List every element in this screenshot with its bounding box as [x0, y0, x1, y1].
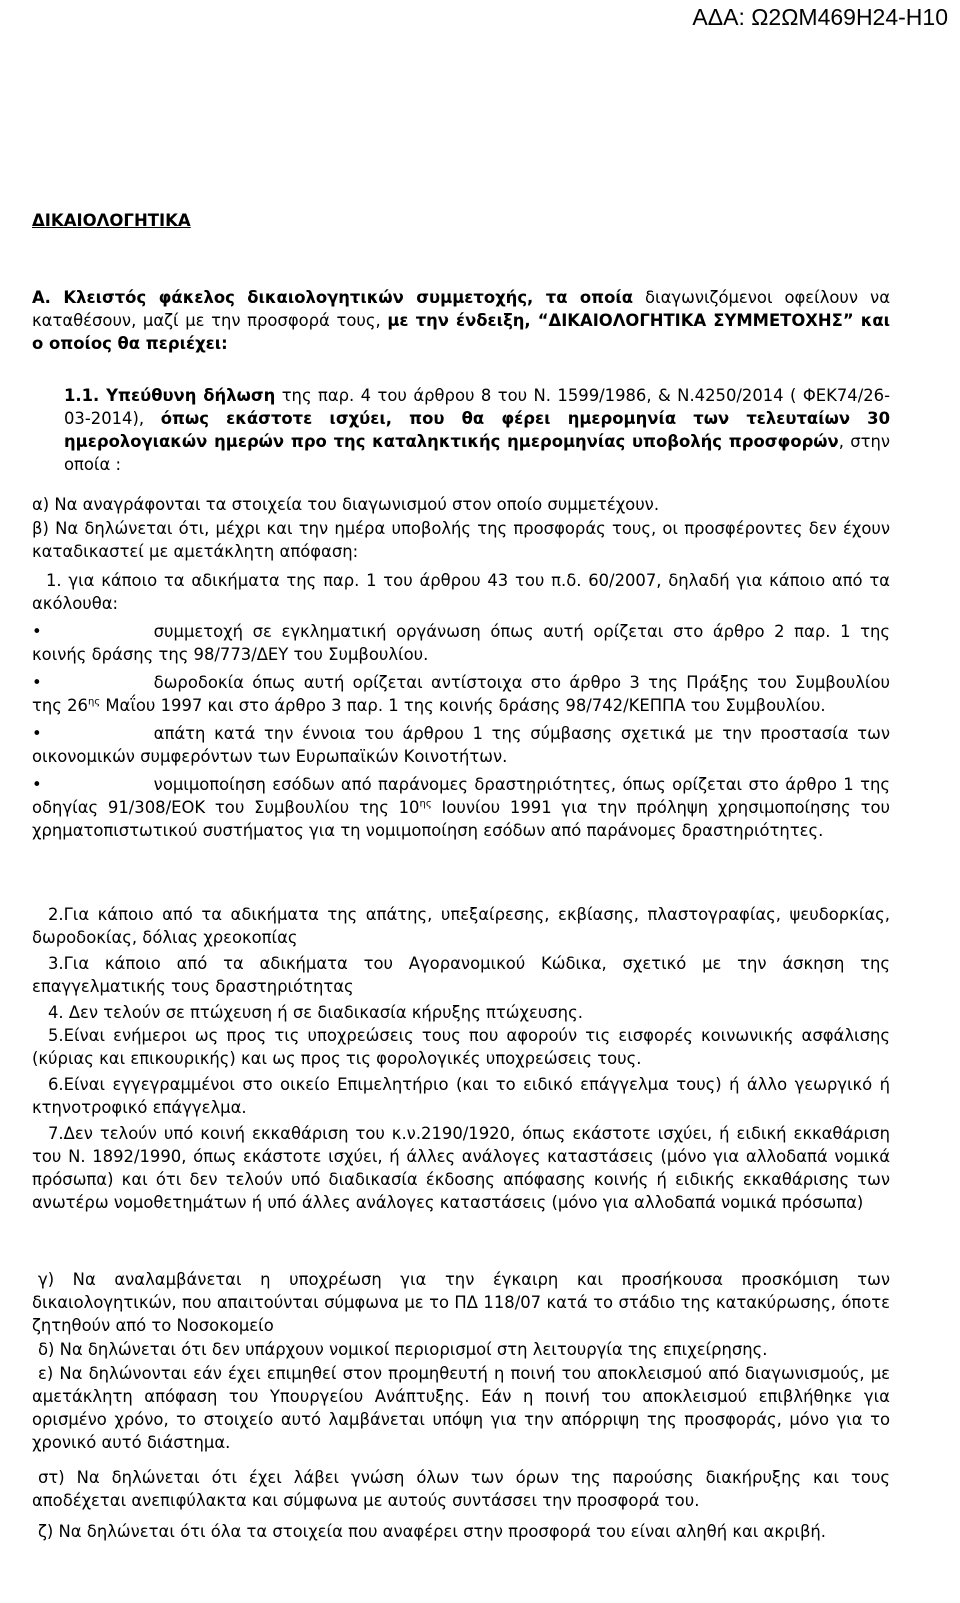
bullet-text: δωροδοκία όπως αυτή ορίζεται αντίστοιχα στο άρθρο 3 της Πράξης του Συμβουλίου της 26	[32, 673, 890, 715]
item-1-1-label: 1.1. Υπεύθυνη δήλωση	[64, 386, 276, 405]
bullet-text: συμμετοχή σε εγκληματική οργάνωση όπως αυτή ορίζεται στο άρθρο 2 παρ. 1 της κοινής δράσης της 98/773/ΔΕΥ του Συμβουλίου.	[32, 622, 890, 664]
clause-epsilon-text: ε) Να δηλώνονται εάν έχει επιμηθεί στον προμηθευτή η ποινή του αποκλεισμού από διαγωνισμούς, με αμετάκλητη απόφαση του Υπουργείου Ανάπτυξης. Εάν η ποινή του αποκλεισμού επιβλήθηκε για ορισμένο χρόνο, το στοιχείο αυτό λαμβάνεται υπόψη για την απόρριψη της προσφοράς, μόνο για το χρονικό αυτό διάστημα.	[32, 1364, 890, 1452]
numbered-item: 2.Για κάποιο από τα αδικήματα της απάτης, υπεξαίρεσης, εκβίασης, πλαστογραφίας, ψευδορκίας, δωροδοκίας, δόλιας χρεοκοπίας	[32, 905, 890, 947]
item-1-1-bold: όπως εκάστοτε ισχύει, που θα φέρει ημερομηνία των τελευταίων 30 ημερολογιακών ημερών προ της καταληκτικής ημερομηνίας υποβολής προσφορών	[64, 409, 890, 451]
sub-item-1	[32, 569, 890, 615]
bullet-sup: ης	[419, 798, 432, 810]
clause-stigma	[32, 1466, 890, 1512]
item-1-1	[32, 384, 890, 476]
numbered-item: 7.Δεν τελούν υπό κοινή εκκαθάριση του κ.ν.2190/1920, όπως εκάστοτε ισχύει, ή ειδική εκκαθάριση του Ν. 1892/1990, όπως εκάστοτε ισχύει, ή άλλες ανάλογες καταστάσεις (μόνο για αλλοδαπά νομικά πρόσωπα) και ότι δεν τελούν υπό διαδικασία έκδοσης απόφασης κοινής ή ειδικής εκκαθάρισης των ανωτέρω νομοθετημάτων ή υπό άλλες ανάλογες καταστάσεις (μόνο για αλλοδαπά νομικά πρόσωπα)	[32, 1124, 890, 1212]
bullet-icon: •	[32, 724, 42, 743]
clause-gamma	[32, 1268, 890, 1337]
bullet-icon: •	[32, 673, 42, 692]
numbered-item: 5.Είναι ενήμεροι ως προς τις υποχρεώσεις τους που αφορούν τις εισφορές κοινωνικής ασφάλισης (κύριας και επικουρικής) και ως προς τις φορολογικές υποχρεώσεις τους.	[32, 1026, 890, 1068]
bullet-text: απάτη κατά την έννοια του άρθρου 1 της σύμβασης σχετικά με την προστασία των οικονομικών συμφερόντων των Ευρωπαϊκών Κοινοτήτων.	[32, 724, 890, 766]
section-a-label: Α. Κλειστός φάκελος δικαιολογητικών συμμετοχής, τα οποία	[32, 288, 634, 307]
bullet-list	[32, 620, 890, 842]
numbered-item: 3.Για κάποιο από τα αδικήματα του Αγορανομικού Κώδικα, σχετικό με την άσκηση της επαγγελματικής τους δραστηριότητας	[32, 954, 890, 996]
bullet-sup: ης	[87, 696, 101, 708]
section-a-marking: με την ένδειξη, “ΔΙΚΑΙΟΛΟΓΗΤΙΚΑ ΣΥΜΜΕΤΟΧΗΣ” και ο οποίος θα περιέχει:	[32, 311, 890, 353]
bullet-text: Μαΐου 1997 και στο άρθρο 3 παρ. 1 της κοινής δράσης 98/742/ΚΕΠΠΑ του Συμβουλίου.	[100, 696, 826, 715]
section-a-text: διαγωνιζόμενοι οφείλουν να καταθέσουν, μαζί με την προσφορά τους,	[32, 288, 890, 330]
clause-epsilon	[32, 1362, 890, 1454]
clause-alpha-text: α) Να αναγράφονται τα στοιχεία του διαγωνισμού στον οποίο συμμετέχουν.	[32, 495, 660, 514]
clause-zeta	[32, 1520, 890, 1543]
item-1-1-text: της παρ. 4 του άρθρου 8 του Ν. 1599/1986, & Ν.4250/2014 ( ΦΕΚ74/26-03-2014),	[64, 386, 890, 428]
bullet-text: Ιουνίου 1991 για την πρόληψη χρησιμοποίησης του χρηματοπιστωτικού συστήματος για τη νομιμοποίηση εσόδων από παράνομες δραστηριότητες.	[32, 798, 891, 840]
numbered-list	[32, 903, 890, 1214]
clause-delta-text: δ) Να δηλώνεται ότι δεν υπάρχουν νομικοί περιορισμοί στη λειτουργία της επιχείρησης.	[38, 1340, 768, 1359]
bullet-item	[32, 620, 890, 666]
bullet-item	[32, 722, 890, 768]
bullet-icon: •	[32, 775, 42, 794]
clause-alpha	[32, 493, 890, 516]
bullet-item	[32, 773, 890, 842]
clause-zeta-text: ζ) Να δηλώνεται ότι όλα τα στοιχεία που αναφέρει στην προσφορά του είναι αληθή και ακριβή.	[38, 1522, 827, 1541]
page-title: ΔΙΚΑΙΟΛΟΓΗΤΙΚΑ	[32, 211, 191, 230]
section-a	[32, 286, 890, 355]
sub-item-1-text: 1. για κάποιο τα αδικήματα της παρ. 1 του άρθρου 43 του π.δ. 60/2007, δηλαδή για κάποιο από τα ακόλουθα:	[32, 571, 890, 613]
item-1-1-tail: , στην οποία :	[64, 432, 890, 474]
numbered-item: 4. Δεν τελούν σε πτώχευση ή σε διαδικασία κήρυξης πτώχευσης.	[48, 1003, 583, 1022]
ada-code: ΑΔΑ: Ω2ΩΜ469Η24-Η10	[692, 4, 948, 30]
bullet-text: νομιμοποίηση εσόδων από παράνομες δραστηριότητες, όπως ορίζεται στο άρθρο 1 της οδηγίας 91/308/ΕΟΚ του Συμβουλίου της 10	[32, 775, 890, 817]
clause-delta	[32, 1338, 890, 1361]
clause-stigma-text: στ) Να δηλώνεται ότι έχει λάβει γνώση όλων των όρων της παρούσης διακήρυξης και τους αποδέχεται ανεπιφύλακτα και σύμφωνα με αυτούς συντάσσει την προσφορά του.	[32, 1468, 890, 1510]
bullet-item	[32, 671, 890, 717]
bullet-icon: •	[32, 622, 42, 641]
clause-beta-text: β) Να δηλώνεται ότι, μέχρι και την ημέρα υποβολής της προσφοράς τους, οι προσφέροντες δεν έχουν καταδικαστεί με αμετάκλητη απόφαση:	[32, 519, 890, 561]
clause-gamma-text: γ) Να αναλαμβάνεται η υποχρέωση για την έγκαιρη και προσήκουσα προσκόμιση των δικαιολογητικών, που απαιτούνται σύμφωνα με το ΠΔ 118/07 κατά το στάδιο της κατακύρωσης, όποτε ζητηθούν από το Νοσοκομείο	[32, 1270, 890, 1335]
numbered-item: 6.Είναι εγγεγραμμένοι στο οικείο Επιμελητήριο (και το ειδικό επάγγελμα τους) ή άλλο γεωργικό ή κτηνοτροφικό επάγγελμα.	[32, 1075, 890, 1117]
clause-beta	[32, 517, 890, 563]
